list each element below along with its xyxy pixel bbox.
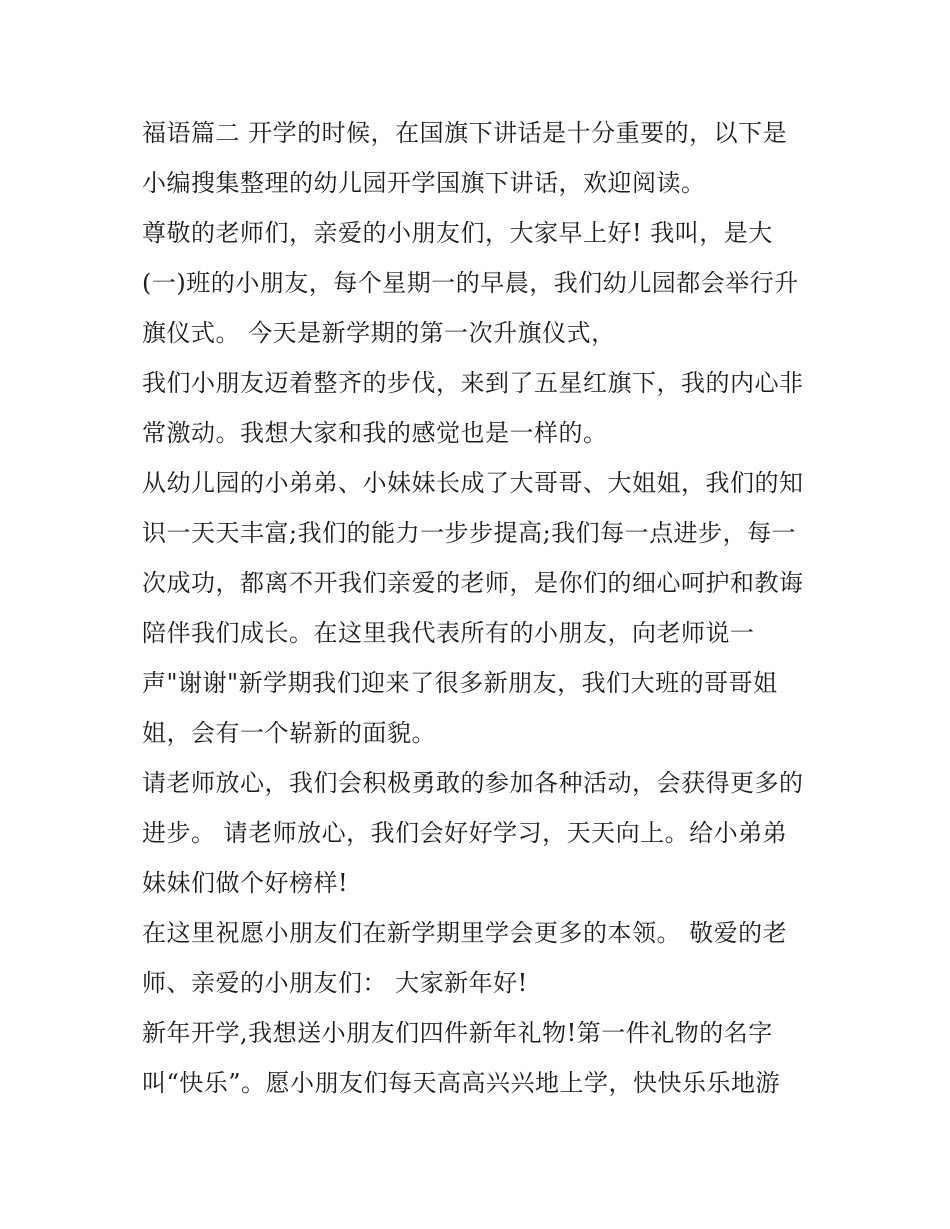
text-line: 师、亲爱的小朋友们： 大家新年好! (142, 969, 528, 997)
text-line: 进步。 请老师放心，我们会好好学习，天天向上。给小弟弟 (142, 819, 788, 847)
text-line: 识一天天丰富;我们的能力一步步提高;我们每一点进步，每一 (142, 519, 797, 547)
text-line: 陪伴我们成长。在这里我代表所有的小朋友，向老师说一 (142, 619, 755, 647)
text-line: 从幼儿园的小弟弟、小妹妹长成了大哥哥、大姐姐，我们的知 (142, 469, 804, 497)
text-line: 叫“快乐”。愿小朋友们每天高高兴兴地上学，快快乐乐地游 (142, 1069, 781, 1097)
text-line: 在这里祝愿小朋友们在新学期里学会更多的本领。 敬爱的老 (142, 919, 788, 947)
text-line: 尊敬的老师们，亲爱的小朋友们，大家早上好! 我叫，是大 (142, 219, 773, 247)
text-line: 新年开学,我想送小朋友们四件新年礼物!第一件礼物的名字 (142, 1019, 773, 1047)
text-line: 常激动。我想大家和我的感觉也是一样的。 (142, 419, 608, 447)
text-line: 小编搜集整理的幼儿园开学国旗下讲话，欢迎阅读。 (142, 169, 706, 197)
text-line: 请老师放心，我们会积极勇敢的参加各种活动，会获得更多的 (142, 769, 804, 797)
text-line: 声"谢谢"新学期我们迎来了很多新朋友，我们大班的哥哥姐 (142, 669, 778, 697)
text-line: 福语篇二 开学的时候，在国旗下讲话是十分重要的，以下是 (142, 119, 788, 147)
text-line: 妹妹们做个好榜样! (142, 869, 349, 897)
text-line: (一)班的小朋友，每个星期一的早晨，我们幼儿园都会举行升 (142, 269, 799, 297)
document-body (142, 108, 842, 1108)
text-line: 姐，会有一个崭新的面貌。 (142, 719, 436, 747)
text-line: 次成功，都离不开我们亲爱的老师，是你们的细心呵护和教诲 (142, 569, 804, 597)
text-line: 旗仪式。 今天是新学期的第一次升旗仪式， (142, 319, 616, 347)
text-line: 我们小朋友迈着整齐的步伐，来到了五星红旗下，我的内心非 (142, 369, 804, 397)
